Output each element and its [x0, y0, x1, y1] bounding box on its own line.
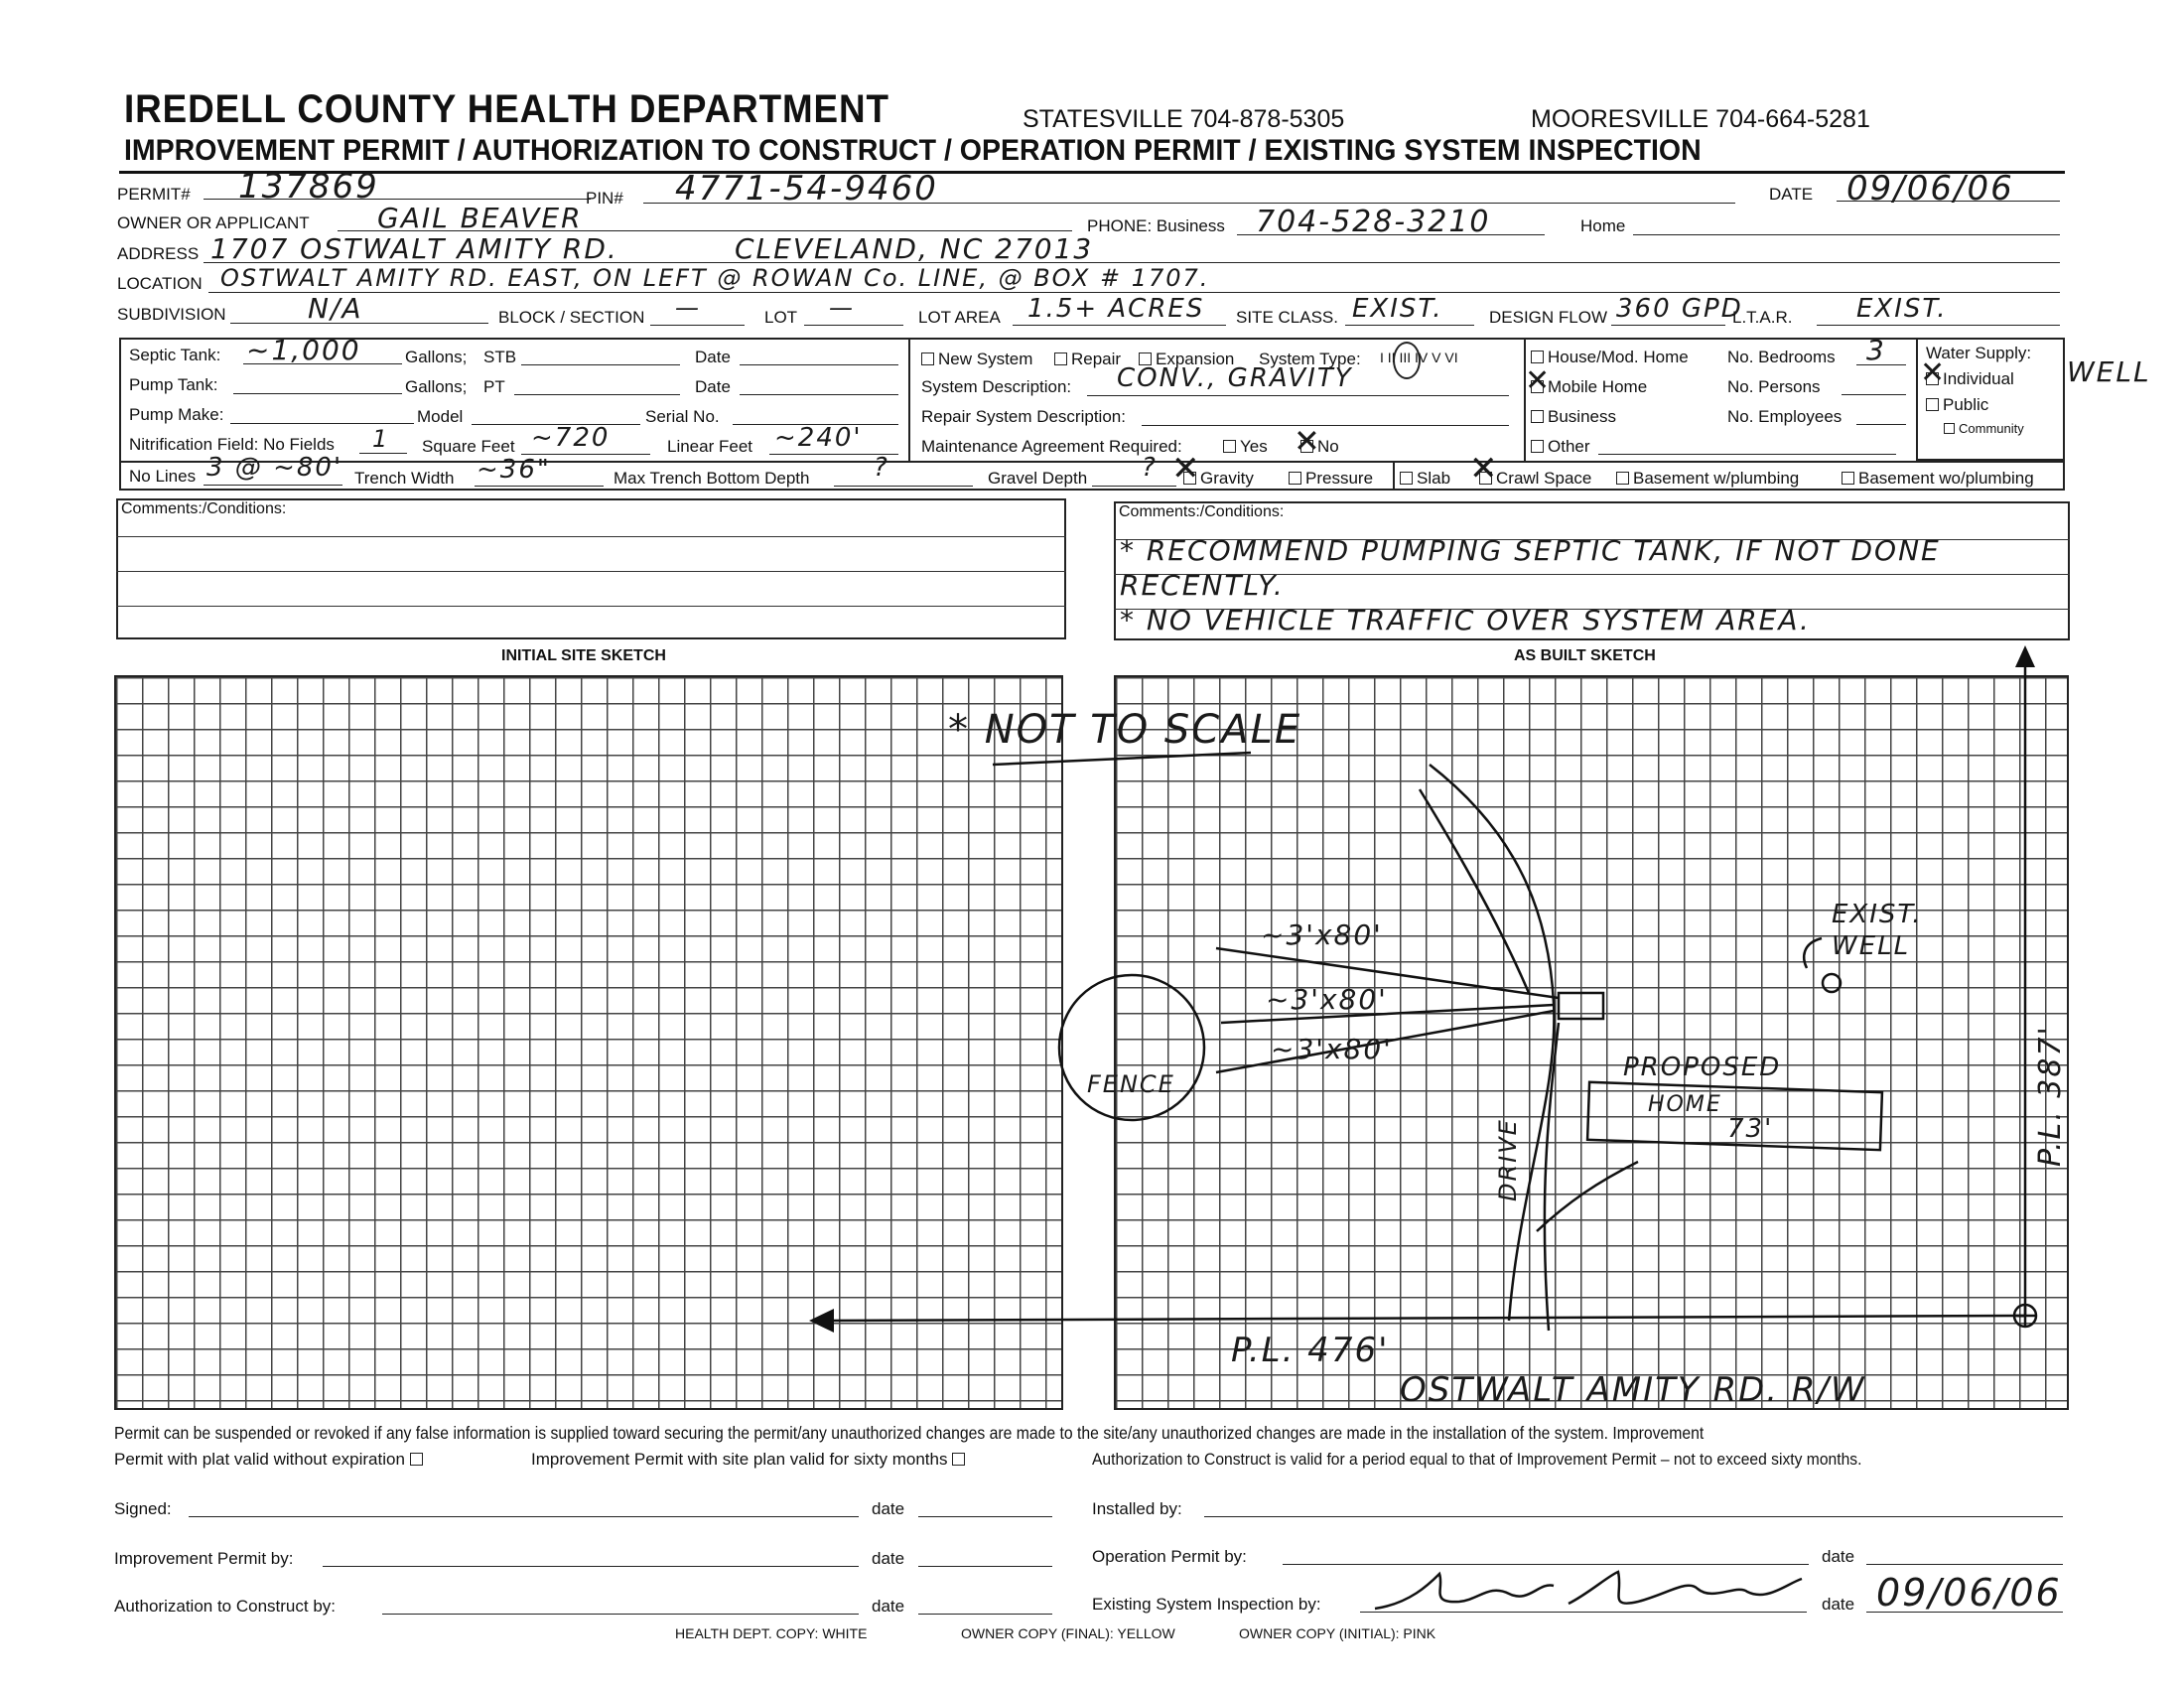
system-type-options[interactable]: I II III IV V VI: [1380, 350, 1458, 365]
auth-valid-text: Authorization to Construct is valid for a period equal to that of Improvement Permit – not to exceed sixty months.: [1092, 1450, 1862, 1469]
employees-label: No. Employees: [1727, 407, 1843, 426]
repair-text: Repair: [1071, 350, 1122, 368]
subdivision-label: SUBDIVISION: [117, 305, 226, 324]
not-to-scale-note: * NOT TO SCALE: [948, 707, 1302, 753]
pl-horizontal-line: [824, 1316, 2025, 1321]
address-city: CLEVELAND, NC 27013: [735, 232, 1094, 265]
date-value: 09/06/06: [1846, 169, 2014, 209]
home-label: HOME: [1648, 1092, 1722, 1117]
permit-value: 137869: [238, 167, 379, 207]
fence-circle: [1059, 975, 1204, 1120]
lot-area-label: LOT AREA: [918, 308, 1001, 327]
siteplan-option[interactable]: [531, 1450, 969, 1470]
persons-label: No. Persons: [1727, 377, 1821, 396]
model-label: Model: [417, 407, 464, 426]
drive-branch: [1537, 1162, 1638, 1231]
linear-value: ~240': [774, 423, 863, 453]
pump-make-label: Pump Make:: [129, 405, 224, 424]
lines-label: No Lines: [129, 467, 197, 486]
system-desc-label: System Description:: [921, 377, 1072, 396]
owner-value: GAIL BEAVER: [377, 202, 583, 234]
road-label: OSTWALT AMITY RD. R/W: [1400, 1370, 1866, 1410]
repair-desc-label: Repair System Description:: [921, 407, 1126, 426]
individual-text: Individual: [1943, 369, 2014, 388]
fence-label: FENCE: [1087, 1070, 1175, 1098]
ltar-value: EXIST.: [1856, 294, 1948, 324]
pt-label: PT: [483, 377, 505, 396]
pl-387-label: P.L. 387': [2033, 1025, 2068, 1167]
asbuilt-sketch-title: AS BUILT SKETCH: [1514, 647, 1656, 664]
linear-label: Linear Feet: [667, 437, 752, 456]
drain-line-1-label: ~3'x80': [1261, 918, 1383, 951]
well-note: WELL: [2067, 355, 2151, 388]
trench-value: ~36": [477, 455, 551, 485]
existing-by-label: Existing System Inspection by:: [1092, 1595, 1321, 1614]
maint-label: Maintenance Agreement Required:: [921, 437, 1182, 456]
lot-area-value: 1.5+ ACRES: [1027, 294, 1205, 324]
home-label: Home: [1580, 216, 1626, 235]
expansion-text: Expansion: [1156, 350, 1235, 368]
improvement-date-line[interactable]: [918, 1566, 1052, 1567]
maxtrench-value: ?: [874, 453, 889, 483]
pin-label: PIN#: [586, 189, 623, 208]
improvement-by-label: Improvement Permit by:: [114, 1549, 294, 1568]
crawl-text: Crawl Space: [1496, 469, 1592, 488]
address-label: ADDRESS: [117, 244, 200, 263]
auth-date-label: date: [872, 1597, 905, 1616]
sqft-label: Square Feet: [422, 437, 515, 456]
disclaimer-line-1: Permit can be suspended or revoked if any false information is supplied toward securing the permit/any unauthorized changes are made to the site/any unauthorized changes are made in the installation of the system. Improvement: [114, 1423, 1705, 1443]
stb-date-label: Date: [695, 348, 731, 366]
siteplan-checkbox[interactable]: [952, 1453, 965, 1466]
maint-no-check-mark: ✕: [1294, 422, 1322, 460]
sqft-value: ~720: [531, 423, 611, 453]
auth-date-line[interactable]: [918, 1614, 1052, 1615]
slab-text: Slab: [1417, 469, 1451, 488]
lines-value: 3 @ ~80': [206, 453, 343, 483]
plat-checkbox[interactable]: [410, 1453, 423, 1466]
maxtrench-label: Max Trench Bottom Depth: [614, 469, 810, 488]
signed-date-label: date: [872, 1499, 905, 1518]
drain-line-2-label: ~3'x80': [1266, 983, 1388, 1016]
date-label: DATE: [1769, 185, 1814, 204]
drain-line-3-label: ~3'x80': [1271, 1033, 1393, 1065]
inspector-signature: [1370, 1564, 1807, 1623]
pl-476-label: P.L. 476': [1231, 1331, 1390, 1370]
operation-by-label: Operation Permit by:: [1092, 1547, 1247, 1566]
operation-date-line[interactable]: [1866, 1564, 2063, 1565]
lot-value: —: [829, 294, 855, 322]
statesville-phone: STATESVILLE 704-878-5305: [1023, 105, 1345, 133]
mooresville-phone: MOORESVILLE 704-664-5281: [1531, 105, 1870, 133]
other-text: Other: [1548, 437, 1590, 456]
pl-arrow-up: [2015, 645, 2035, 667]
pt-date-label: Date: [695, 377, 731, 396]
maint-no-text: No: [1317, 437, 1339, 456]
proposed-label: PROPOSED: [1623, 1053, 1782, 1082]
septic-gallons-label: Gallons;: [405, 348, 468, 366]
pump-gallons-label: Gallons;: [405, 377, 468, 396]
mobile-check-mark: ✕: [1525, 363, 1553, 398]
drive-left: [1430, 765, 1554, 1321]
community-text: Community: [1959, 421, 2024, 436]
site-class-label: SITE CLASS.: [1236, 308, 1338, 327]
location-value: OSTWALT AMITY RD. EAST, ON LEFT @ ROWAN Co. LINE, @ BOX # 1707.: [220, 264, 1210, 292]
new-system-text: New System: [938, 350, 1033, 368]
plat-text: Permit with plat valid without expiration: [114, 1450, 405, 1469]
initial-sketch-title: INITIAL SITE SKETCH: [501, 647, 666, 664]
pump-tank-label: Pump Tank:: [129, 375, 218, 394]
septic-tank-box: [1559, 993, 1603, 1019]
bedrooms-label: No. Bedrooms: [1727, 348, 1836, 366]
auth-by-line[interactable]: [382, 1614, 859, 1615]
block-label: BLOCK / SECTION: [498, 308, 645, 327]
permit-label: PERMIT#: [117, 185, 191, 204]
improvement-date-label: date: [872, 1549, 905, 1568]
ltar-label: L.T.A.R.: [1732, 308, 1793, 327]
exist-well-label: EXIST. WELL: [1832, 900, 1923, 961]
site-class-value: EXIST.: [1352, 294, 1443, 324]
basement-wo-text: Basement wo/plumbing: [1858, 469, 2034, 488]
individual-check-mark: ✕: [1920, 355, 1948, 390]
home-dimension: 73': [1727, 1114, 1774, 1144]
block-value: —: [675, 294, 701, 322]
installed-label: Installed by:: [1092, 1499, 1182, 1518]
gravel-label: Gravel Depth: [988, 469, 1088, 488]
improvement-by-line[interactable]: [323, 1566, 859, 1567]
design-flow-value: 360 GPD: [1616, 294, 1743, 324]
phone-label: PHONE: Business: [1087, 216, 1225, 235]
existing-date-value: 09/06/06: [1876, 1571, 2062, 1615]
copy-pink: OWNER COPY (INITIAL): PINK: [1239, 1625, 1436, 1641]
house-text: House/Mod. Home: [1548, 348, 1689, 366]
siteplan-text: Improvement Permit with site plan valid for sixty months: [531, 1450, 948, 1469]
system-type-label: System Type:: [1259, 350, 1361, 368]
maint-yes-text: Yes: [1240, 437, 1268, 456]
gravity-text: Gravity: [1200, 469, 1254, 488]
stb-label: STB: [483, 348, 517, 366]
phone-value: 704-528-3210: [1256, 205, 1491, 239]
pressure-text: Pressure: [1305, 469, 1374, 488]
installed-line[interactable]: [1204, 1516, 2063, 1517]
signed-date-line[interactable]: [918, 1516, 1052, 1517]
nitrification-label: Nitrification Field: No Fields: [129, 435, 335, 454]
design-flow-label: DESIGN FLOW: [1489, 308, 1608, 327]
gravel-value: ?: [1142, 453, 1158, 483]
subdivision-value: N/A: [308, 292, 363, 325]
curve-upper: [1420, 789, 1529, 993]
location-label: LOCATION: [117, 274, 203, 293]
right-comments-label: Comments:/Conditions:: [1119, 503, 1285, 520]
bedrooms-value: 3: [1866, 334, 1886, 366]
owner-label: OWNER OR APPLICANT: [117, 213, 310, 232]
serial-label: Serial No.: [645, 407, 720, 426]
septic-tank-label: Septic Tank:: [129, 346, 221, 364]
lot-label: LOT: [764, 308, 798, 327]
not-to-scale-underline: [993, 753, 1251, 765]
public-text: Public: [1943, 395, 1989, 414]
department-title: IREDELL COUNTY HEALTH DEPARTMENT: [124, 87, 889, 131]
signed-line[interactable]: [189, 1516, 859, 1517]
pin-value: 4771-54-9460: [675, 169, 938, 209]
system-desc-value: CONV., GRAVITY: [1117, 363, 1353, 393]
pl-arrow-left: [809, 1309, 834, 1333]
address-value: 1707 OSTWALT AMITY RD.: [210, 232, 618, 265]
copy-yellow: OWNER COPY (FINAL): YELLOW: [961, 1625, 1175, 1641]
copy-white: HEALTH DEPT. COPY: WHITE: [675, 1625, 868, 1641]
crawl-check-mark: ✕: [1469, 449, 1500, 489]
septic-tank-value: ~1,000: [246, 334, 361, 366]
right-comment-1: * RECOMMEND PUMPING SEPTIC TANK, IF NOT DONE: [1120, 534, 1941, 567]
plat-option[interactable]: [114, 1450, 427, 1470]
signed-label: Signed:: [114, 1499, 172, 1518]
auth-by-label: Authorization to Construct by:: [114, 1597, 337, 1616]
form-subtitle: IMPROVEMENT PERMIT / AUTHORIZATION TO CONSTRUCT / OPERATION PERMIT / EXISTING SYSTEM INSPECTION: [124, 134, 1702, 167]
water-supply-label: Water Supply:: [1926, 344, 2032, 362]
trench-label: Trench Width: [354, 469, 455, 488]
mobile-text: Mobile Home: [1548, 377, 1648, 396]
operation-date-label: date: [1822, 1547, 1855, 1566]
right-comment-2: RECENTLY.: [1120, 569, 1285, 602]
right-comment-3: * NO VEHICLE TRAFFIC OVER SYSTEM AREA.: [1120, 604, 1811, 636]
existing-date-label: date: [1822, 1595, 1855, 1614]
well-circle: [1823, 974, 1841, 992]
well-arrow: [1804, 938, 1822, 968]
left-comments-label: Comments:/Conditions:: [121, 500, 287, 517]
business-text: Business: [1548, 407, 1616, 426]
nitrification-value: 1: [372, 425, 390, 453]
drive-label: DRIVE: [1494, 1118, 1522, 1201]
gravity-check-mark: ✕: [1171, 449, 1202, 489]
basement-w-text: Basement w/plumbing: [1633, 469, 1800, 488]
